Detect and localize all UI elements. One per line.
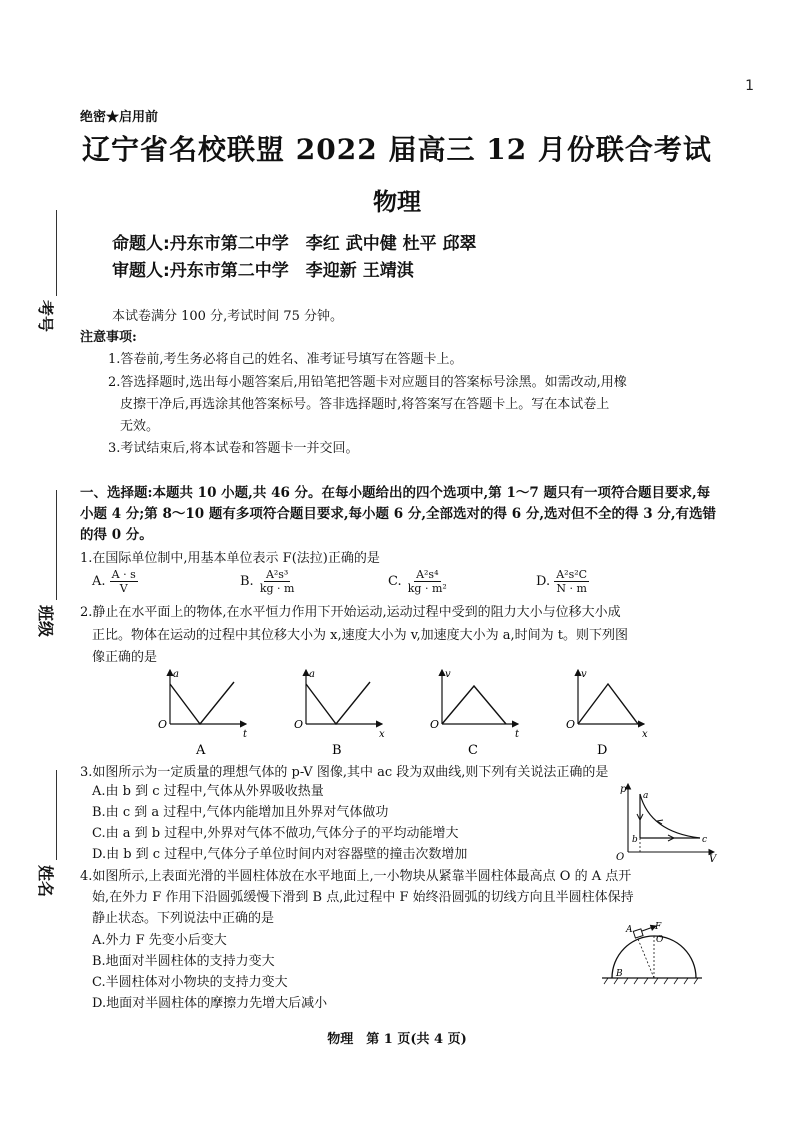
q1-stem: 1.在国际单位制中,用基本单位表示 F(法拉)正确的是 [80,551,380,566]
q4-option-d: D.地面对半圆柱体的摩擦力先增大后减小 [92,996,328,1011]
q4-option-b: B.地面对半圆柱体的支持力变大 [92,954,275,969]
q1-option-a [92,568,138,595]
proposer-line: 命题人:丹东市第二中学 李红 武中健 杜平 邱翠 [112,234,477,254]
q2-a-origin: O [158,718,168,731]
notice-item-1: 1.答卷前,考生务必将自己的姓名、准考证号填写在答题卡上。 [108,352,463,367]
q2-option-b-label: B [332,743,342,758]
exam-title: 辽宁省名校联盟 2022 届高三 12 月份联合考试 [82,133,712,166]
q4-option-a: A.外力 F 先变小后变大 [92,933,227,948]
q3-pv-diagram [610,780,720,864]
q3-point-a: a [643,791,649,801]
q2-b-origin: O [294,718,304,731]
q1-option-a-label: A. [92,574,106,589]
q2-option-d-label: D [597,743,608,758]
q3-option-b: B.由 c 到 a 过程中,气体内能增加且外界对气体做功 [92,805,389,820]
side-label-class: 班级 [36,605,55,638]
q1-d-denominator: N · m [556,582,587,595]
q2-line-3: 像正确的是 [92,650,158,665]
section-1-heading: 一、选择题:本题共 10 小题,共 46 分。在每小题给出的四个选项中,第 1～7 题只有一项符合题目要求,每小题 4 分;第 8～10 题有多项符合题目要求,每小题 6 分,全部选对的得 6 分,选对但不全的得 3 分,有选错的得 0 分。 [80,485,717,543]
q4-line-1: 4.如图所示,上表面光滑的半圆柱体放在水平地面上,一小物块从紧靠半圆柱体最高点 O 的 A 点开 [80,869,632,884]
binding-line-top [56,210,57,296]
q2-c-xaxis-label: t [515,729,520,740]
q4-line-2: 始,在外力 F 作用下沿圆弧缓慢下滑到 B 点,此过程中 F 始终沿圆弧的切线方向且半圆柱体保持 [92,890,634,905]
page-number: 1 [745,78,754,94]
authors-block [112,231,477,285]
q4-line-3: 静止状态。下列说法中正确的是 [92,911,275,926]
q3-point-b: b [632,835,638,845]
q1-a-numerator: A · s [111,568,136,581]
q1-d-numerator: A²s²C [556,568,588,581]
q1-c-denominator: kg · m² [407,582,447,595]
q2-line-2: 正比。物体在运动的过程中其位移大小为 x,速度大小为 v,加速度大小为 a,时间为 t。则下列图 [92,628,629,643]
notice-item-2-cont: 皮擦干净后,再选涂其他答案标号。答非选择题时,将答案写在答题卡上。写在本试卷上 [120,397,610,412]
q3-option-a: A.由 b 到 c 过程中,气体从外界吸收热量 [92,784,324,799]
q3-p-axis: p [620,784,627,795]
notice-item-2-end: 无效。 [120,419,160,434]
q2-a-yaxis-label: a [173,669,179,680]
q2-graph-d [566,669,648,740]
q2-option-c-label: C [468,743,478,758]
q2-graph-a [158,669,248,740]
q4-option-c: C.半圆柱体对小物块的支持力变大 [92,975,288,990]
q2-c-origin: O [430,718,440,731]
q3-option-d: D.由 b 到 c 过程中,气体分子单位时间内对容器壁的撞击次数增加 [92,847,468,862]
q4-point-a: A [626,925,633,935]
page-footer: 物理 第 1 页(共 4 页) [327,1032,467,1047]
q1-option-d [536,568,589,595]
q2-option-a-label: A [196,743,206,758]
q2-b-xaxis-label: x [379,729,385,740]
q4-half-cylinder-diagram [598,920,708,988]
q1-option-b-fraction [258,568,297,595]
q4-force-f: F [655,922,662,932]
side-label-name: 姓名 [36,865,55,898]
binding-line-low [56,770,57,860]
q1-option-c [388,568,449,595]
q2-d-yaxis-label: v [581,669,587,680]
q1-option-c-label: C. [388,574,402,589]
notice-item-2: 2.答选择题时,选出每小题答案后,用铅笔把答题卡对应题目的答案标号涂黑。如需改动,用橡 [108,375,627,390]
q3-stem: 3.如图所示为一定质量的理想气体的 p-V 图像,其中 ac 段为双曲线,则下列有关说法正确的是 [80,765,609,780]
q2-b-yaxis-label: a [309,669,315,680]
q1-b-numerator: A²s³ [265,568,289,581]
reviewer-line: 审题人:丹东市第二中学 李迎新 王靖淇 [112,261,414,281]
q2-d-xaxis-label: x [642,729,648,740]
q2-a-xaxis-label: t [243,729,248,740]
q2-line-1: 2.静止在水平面上的物体,在水平恒力作用下开始运动,运动过程中受到的阻力大小与位移大小成 [80,605,621,620]
q1-option-a-fraction [110,568,138,595]
binding-line-mid [56,490,57,600]
q2-graphs [150,666,650,762]
notice-item-3: 3.考试结束后,将本试卷和答题卡一并交回。 [108,441,359,456]
q2-d-origin: O [566,718,576,731]
side-label-exam-number: 考号 [36,300,55,333]
q2-graph-b [294,669,385,740]
q4-point-b: B [616,969,623,979]
notice-heading: 注意事项: [80,330,137,345]
q1-option-c-fraction [406,568,449,595]
q1-option-d-label: D. [536,574,551,589]
q1-option-b-label: B. [240,574,254,589]
q2-c-yaxis-label: v [445,669,451,680]
q1-a-denominator: V [119,582,128,595]
q3-point-c: c [702,835,708,845]
q3-v-axis: V [709,854,717,864]
q3-option-c: C.由 a 到 b 过程中,外界对气体不做功,气体分子的平均动能增大 [92,826,459,841]
q1-option-d-fraction [554,568,589,595]
q1-option-b [240,568,296,595]
q2-graph-c [430,669,520,740]
confidential-label: 绝密★启用前 [80,110,159,125]
q3-origin: O [616,852,625,863]
q1-b-denominator: kg · m [259,582,295,595]
q4-point-o: O [656,935,664,945]
q1-c-numerator: A²s⁴ [416,568,439,581]
exam-intro: 本试卷满分 100 分,考试时间 75 分钟。 [112,309,344,324]
subject-title: 物理 [373,187,421,216]
